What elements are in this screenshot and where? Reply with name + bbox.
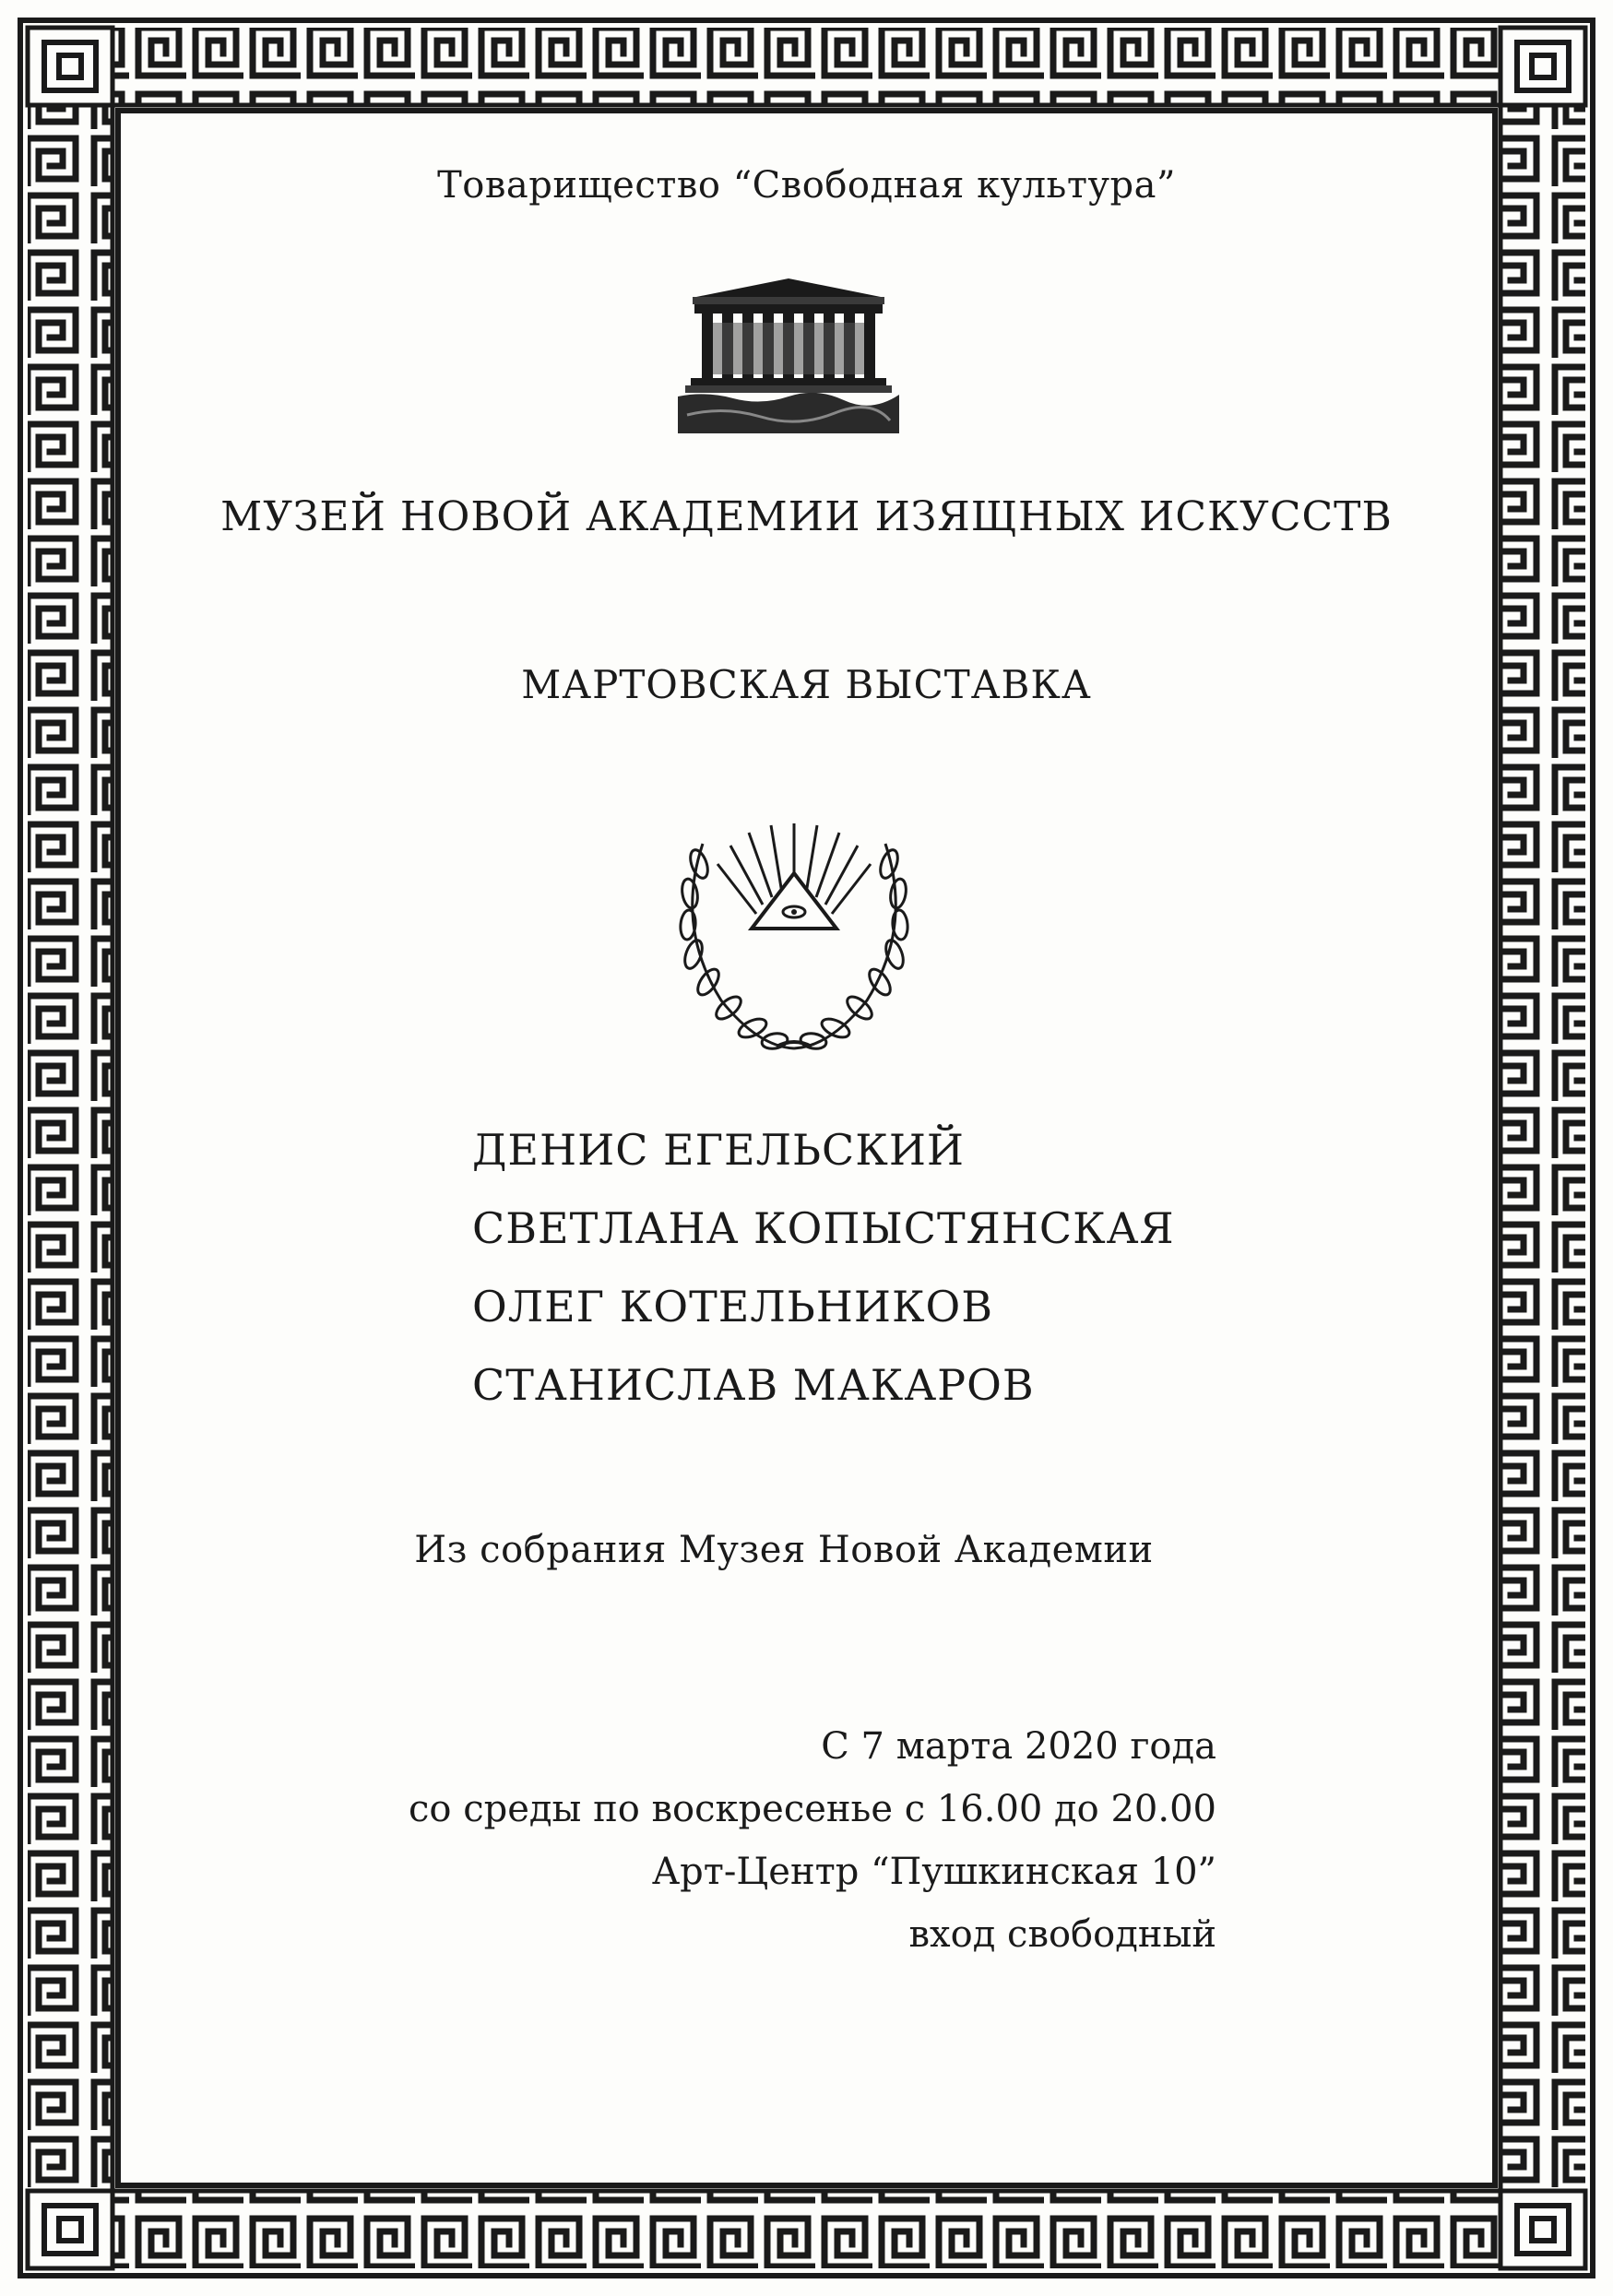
artist-name: СТАНИСЛАВ МАКАРОВ <box>472 1360 1035 1410</box>
temple-illustration <box>678 277 899 433</box>
opening-hours: со среды по воскресенье с 16.00 до 20.00 <box>409 1788 1216 1830</box>
venue: Арт-Центр “Пушкинская 10” <box>651 1851 1216 1893</box>
laurel-wreath-eye-emblem <box>666 816 922 1058</box>
admission: вход свободный <box>908 1913 1216 1956</box>
museum-title: МУЗЕЙ НОВОЙ АКАДЕМИИ ИЗЯЩНЫХ ИСКУССТВ <box>220 493 1393 540</box>
artist-name: СВЕТЛАНА КОПЫСТЯНСКАЯ <box>472 1203 1175 1253</box>
exhibition-title: МАРТОВСКАЯ ВЫСТАВКА <box>521 662 1092 707</box>
artist-name: ДЕНИС ЕГЕЛЬСКИЙ <box>472 1125 966 1175</box>
organization-name: Товарищество “Свободная культура” <box>437 164 1176 207</box>
artist-list <box>472 1111 1175 1425</box>
collection-source: Из собрания Музея Новой Академии <box>414 1529 1154 1571</box>
exhibition-details <box>409 1715 1216 1966</box>
exhibition-date: С 7 марта 2020 года <box>821 1725 1216 1768</box>
artist-name: ОЛЕГ КОТЕЛЬНИКОВ <box>472 1282 994 1331</box>
